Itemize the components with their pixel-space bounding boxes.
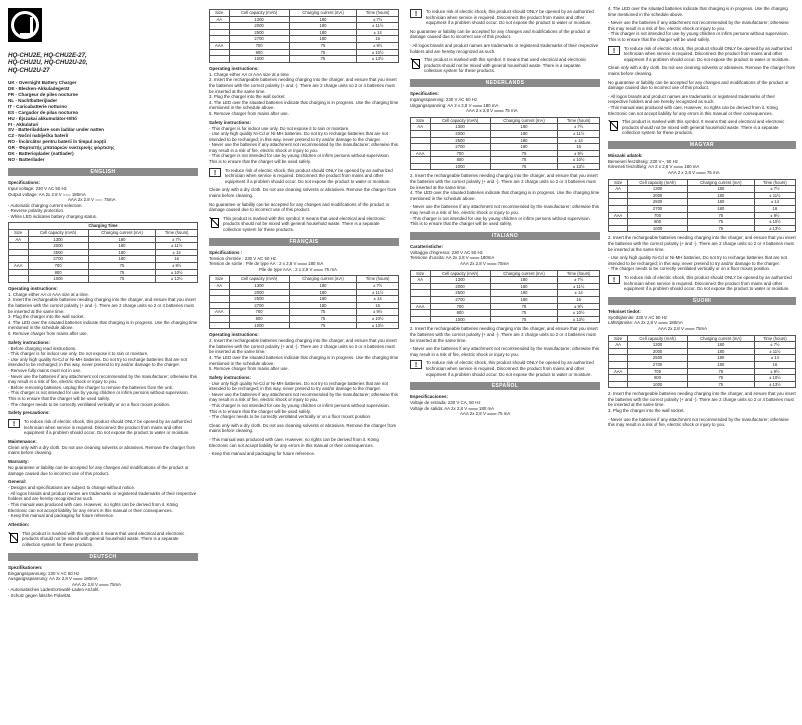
column-english (8, 6, 198, 599)
spec-line: Kimeneti feszültség: AA 2 x 2,8 V ═══ 180 mA (608, 164, 700, 170)
table-row: 800 75 ± 10½ (210, 315, 399, 322)
operating-heading: Operating instructions: (8, 285, 58, 291)
model-line: HQ-CHU2U-27 (8, 66, 50, 74)
table-row: 1000 75 ± 13½ (210, 322, 399, 329)
spec-line: Voltaggio d'ingresso: 230 V AC 50 Hz (410, 249, 483, 255)
precautions-text: To reduce risk of electric shock, this product should ONLY be opened by an authorized technician when service is required. Disconnect the product from mains and other equipment if a problem should occur. Do not expose the product to water or moisture. (624, 45, 792, 62)
attention-text: This product is marked with this symbol. It means that used electrical and electronic products should not be mixed with general household waste. There is a separate collection system for these products. (622, 119, 785, 136)
spec-bullet: - Reverse polarity protection. (8, 208, 65, 214)
model-list (8, 52, 198, 74)
warning-icon: ! (608, 46, 620, 55)
spec-line: AAA 2 x 2,8 V ═══ 75 mA (466, 108, 518, 114)
safety-item: - Never use the batteries if any attachment not recommended by the manufacturer; otherwise this may result in a risk of fire, electric shock or injury to you. (608, 416, 789, 428)
warning-icon: ! (209, 168, 221, 177)
table-row: AAA 700 75 ± 9½ (411, 150, 600, 157)
language-entry: FI - Akkulaturi (8, 121, 39, 127)
safety-item: - Never use the batteries if any attachment not recommended by the manufacturer; otherwise this may result in a risk of fire, electric shock or injury to you. (209, 391, 398, 403)
table-row: 800 75 ± 10½ (411, 310, 600, 317)
section-banner-magyar: MAGYAR (608, 141, 796, 149)
op-step: 2. Insert the rechargeable batteries needing charging into the charger, and ensure that you insert the batteries with the correct polarity (+ and -). There are 2 charge units so 2 or 4 batteries must be inserted at the same time. (209, 77, 397, 94)
spec-line: AAA 2x 2.8 V === 75mA (68, 197, 116, 203)
spec-line: Tension d'entrée : 230 V AC 50 Hz (209, 255, 277, 261)
language-entry: DE - Blecken-Akkuladegerät (8, 86, 70, 92)
spec-line: Output voltage: AA 2x 2.8 V === 180mA (8, 191, 86, 197)
table-row: 2500 180 ± 14 (9, 249, 198, 256)
column-hu-fi (608, 6, 796, 428)
table-row: 2500 180 ± 14 (210, 29, 399, 36)
model-line: HQ-CHU2E, HQ-CHU2E-27, (8, 52, 87, 59)
table-row: 2000 180 ± 11½ (609, 192, 796, 199)
safety-item: - This charger is not intended for use by young children or infirm persons without supervision. This is to ensure that the charger will be used safely. (209, 153, 390, 165)
general-item: - This manual was produced with care. However, no rights can be derived from it. König Electronic can not accept liability for any errors in this manual or their consequences. (209, 437, 379, 448)
spec-line: AAA 2 x 2,8 V ═══ 75 mA (668, 170, 720, 176)
language-entry: GR - Φορτιστής μπαταριών νυκτερινής φόρτισης (8, 145, 115, 151)
table-row: AA 1300 180 ± 7½ (609, 342, 796, 349)
general-item: - Designs and specifications are subject to change without notice. (8, 485, 136, 491)
section-banner-deutsch: DEUTSCH (8, 553, 198, 561)
precautions-text: To reduce risk of electric shock, this product should ONLY be opened by an authorized technician when service is required. Disconnect the product from mains and other equipment if a problem should occur. Do not expose the product to water or moisture. (426, 9, 594, 26)
warranty-text: No guarantee or liability can be accepted for any changes and modifications of the product or damage caused due to incorrect use of this product. (410, 28, 591, 40)
charging-time-table: Size Cell capacity (mAh) Charging current (mA) Time (hours) AA 1300 180 ± 7½ 2000 180 ± 11½ 2500 180 ± 14 2700 180 16 AAA 700 75 ± 9½ 800 75 ± 10½ 1000 75 ± 13½ (410, 117, 600, 171)
general-item: - Keep this manual and packaging for future reference. (8, 513, 115, 519)
maintenance-text: Clean only with a dry cloth. Do not use cleaning solvents or abrasives. Remove the charger from mains before cleaning. (608, 65, 796, 76)
spec-line: Input voltage: 230 V AC 50 Hz (8, 185, 67, 191)
safety-item: - Before removing batteries, unplug the charger to remove the batteries from the unit. (8, 384, 173, 390)
spec-line: Voltaje de salida: AA 2x 2,8 V ═══ 180 mA (410, 405, 495, 411)
safety-item: - Use only high quality Ni-Cd or Ni-MH batteries. Do not try to recharge batteries that are not intended to be recharged; in this way, never pretend to try and/or damage to the charger. (8, 356, 187, 368)
table-row: 1000 75 ± 13½ (609, 225, 796, 232)
safety-item: - The charger needs to be correctly ventilated vertically or on a floor mount position. (8, 401, 171, 407)
spec-bullet: - Schutz gegen falsche Polarität. (8, 592, 72, 598)
warranty-text: No guarantee or liability can be accepted for any changes and modifications of the product or damage caused due to incorrect use of this product. (209, 201, 390, 213)
safety-item: - The charger needs to be correctly ventilated vertically or on a floor mount position. (209, 414, 372, 420)
precautions-text: To reduce risk of electric shock, this product should ONLY be opened by an authorized technician when service is required. Disconnect the product from mains and other equipment if a problem should occur. Do not expose the product to water or moisture. (624, 274, 792, 292)
safety-heading: Safety instructions: (8, 339, 51, 345)
op-step: 4. The LED over the situated batteries indicate that charging is in progress. Use the charging time mentioned in the schedule above. (209, 99, 399, 111)
specs-heading: Caratteristiche: (410, 243, 444, 249)
table-row: 2500 180 ± 14 (609, 199, 796, 206)
safety-item: - Before charging read instructions. (8, 345, 77, 351)
op-step: 4. The LED over the situated batteries indicate that charging is in progress. Use the charging time mentioned in the schedule above. (410, 190, 600, 201)
table-row: 2000 180 ± 11½ (411, 283, 600, 290)
warranty-text: No guarantee or liability can be accepted for any changes and modifications of the product or damage caused due to incorrect use of this product. (8, 465, 189, 476)
maintenance-text: Clean only with a dry cloth. Do not use cleaning solvents or abrasives. Remove the charger from mains before cleaning. (209, 422, 397, 434)
table-row: 2000 180 ± 11½ (411, 130, 600, 137)
table-row: 2700 180 16 (411, 296, 600, 303)
spec-line: Voltaje de entrada: 230 V CA, 50 Hz (410, 400, 481, 406)
safety-item: - This charger is not intended for use by young children or infirm persons without supervision. This is to ensure that the charger will be used safely. (410, 215, 591, 227)
warning-icon: ! (410, 9, 422, 18)
op-step: 5. Remove charger from mains after use. (209, 110, 289, 116)
table-row: 2000 180 ± 11½ (9, 243, 198, 250)
safety-item: - Use only high quality Ni-Cd or Ni-MH batteries. Do not try to recharge batteries that are not intended to be recharged; in this way, never pretend to try and/or damage to the charger. (608, 255, 787, 266)
safety-item: - Never use the batteries if any attachment not recommended by the manufacturer; otherwise this may result in a risk of fire, electric shock or injury to you. (209, 142, 398, 153)
spec-line: Lähtöjännite: AA 2x 2,8 V ═══ 180mA (608, 320, 683, 326)
specs-heading: Tekniset tiedot: (608, 308, 641, 314)
language-entry: HU - Éjszakai akkumulátor-töltő (8, 115, 77, 121)
table-row: 2500 180 ± 14 (210, 296, 399, 303)
general-heading: General: (8, 479, 27, 485)
language-entry: IT - Caricabatterie notturno (8, 103, 67, 109)
op-step: 2. Insert the rechargeable batteries needing charging into the charger, and ensure that you insert the batteries with the correct polarity (+ and -). There are 2 charge units so 2 or 4 batteries must be inserted at the same time. (8, 297, 196, 314)
safety-item: - Use only high quality Ni-Cd or Ni-MH batteries. Do not try to recharge batteries that are not intended to be recharged; in this way, never pretend to try and/or damage to the charger. (209, 131, 388, 142)
op-step: 5. Remove charger from mains after use. (8, 330, 88, 336)
column-nl-it-es (410, 6, 600, 417)
general-item: - All logos brands and product names are trademarks or registered trademarks of their respective holders and are hereby recognized as such. (410, 42, 599, 54)
section-banner-nederlands: NEDERLANDS (410, 79, 600, 87)
table-row: 800 75 ± 10½ (411, 157, 600, 164)
section-banner-espanol: ESPAÑOL (410, 382, 600, 390)
language-index (8, 80, 198, 163)
charging-time-table: Size Cell capacity (mAh) Charging current (mA) Time (hours) AA 1300 180 ± 7½ 2000 180 ± 11½ 2500 180 ± 14 2700 180 16 AAA 700 75 ± 9½ 800 75 ± 10½ 1000 75 ± 13½ (209, 275, 399, 329)
operating-heading: Operating instructions: (209, 332, 259, 338)
specs-heading: Specifications: (8, 179, 41, 185)
operating-heading: Operating instructions: (209, 65, 259, 71)
table-row: AA 1300 180 ± 7½ (210, 16, 399, 23)
spec-line: Tension de sortie : Pile de type AA : 2 x 2,8 V ═══ 180 mA (209, 261, 324, 267)
table-row: 2700 180 16 (210, 36, 399, 43)
specs-heading: Especificaciones: (410, 394, 449, 400)
charging-time-table: Size Cell capacity (mAh) Charging current (mA) Time (hours) AA 1300 180 ± 7½ 2000 180 ± 11½ 2500 180 ± 14 2700 180 16 AAA 700 75 ± 9½ 800 75 ± 10½ 1000 75 ± 13½ (209, 9, 399, 63)
weee-bin-icon (209, 216, 219, 228)
op-step: 4. The LED over the situated batteries indicate that charging is in progress. Use the charging time mentioned in the schedule above. (8, 319, 198, 331)
table-row: AAA 700 75 ± 9½ (609, 212, 796, 219)
precautions-heading: Safety precautions: (8, 410, 50, 416)
maintenance-heading: Maintenance: (8, 438, 37, 444)
spec-line: AAA 2x 2,8 V ═══ 75mA (658, 325, 708, 331)
safety-item: - Never use the batteries if any attachment not recommended by the manufacturer; otherwise this may result in a risk of fire, electric shock or injury to you. (410, 204, 599, 216)
spec-line: Tensione d'uscita: AA 2x 2,8 V ═══ 180mA (410, 255, 495, 261)
op-step: 2. Insert the rechargeable batteries needing charging into the charger, and ensure that you insert the batteries with the correct polarity (+ and -). There are 2 charge units so 2 or 4 batteries must be inserted at the same time. (608, 391, 796, 408)
table-row: AA 1300 180 ± 7½ (9, 236, 198, 243)
table-row: 800 75 ± 10½ (609, 219, 796, 226)
spec-line: Syöttöjännite: 230 V AC 50 Hz (608, 314, 668, 320)
op-step: 4. The LED over the situated batteries indicate that charging is in progress. Use the charging time mentioned in the schedule above. (608, 6, 788, 17)
safety-heading: Safety instructions: (209, 119, 252, 125)
spec-line: Bemeneti feszültség: 230 V~, 50 Hz (608, 158, 678, 164)
warning-icon: ! (8, 419, 20, 428)
charging-time-table: Size Cell capacity (mAh) Charging current (mA) Time (hours) AA 1300 180 ± 7½ 2000 180 ± 11½ 2500 180 ± 14 2700 180 16 AAA 700 75 ± 9½ 800 75 ± 10½ 1000 75 ± 13½ (608, 335, 796, 389)
safety-item: - Never use the batteries if any attachment not recommended by the manufacturer; otherwise this may result in a risk of fire, electric shock or injury to you. (410, 346, 599, 357)
op-step: 1. Charge either AA or AAA size at a time. (8, 291, 90, 297)
table-row: 2500 180 ± 14 (411, 290, 600, 297)
spec-line: Eingangsspannung: 230 V AC 50 Hz (8, 570, 80, 576)
op-step: 3. Plug the charger into the wall socket. (608, 408, 685, 414)
safety-item: - This charger is not intended for use by young children or infirm persons without supervision. This is to ensure that the charger will be used safely. (608, 31, 789, 42)
table-row: AA 1300 180 ± 7½ (411, 124, 600, 131)
table-row: 2500 180 ± 14 (411, 137, 600, 144)
warning-icon: ! (608, 275, 620, 284)
language-entry: NL - Nachtbatterijlader (8, 97, 58, 103)
attention-heading: Attention: (8, 521, 30, 527)
table-header: Size (9, 230, 29, 237)
table-row: 2000 180 ± 11½ (609, 348, 796, 355)
general-item: - This manual was produced with care. However, no rights can be derived from it. König Electronic can not accept liability for any errors in this manual or their consequences. (8, 502, 178, 513)
precautions-text: To reduce risk of electric shock, this product should ONLY be opened by an authorized technician when service is required. Disconnect the product from mains and other equipment if a problem should occur. Do not expose the product to water or moisture. (24, 419, 192, 436)
weee-bin-icon (410, 57, 420, 69)
language-entry: SV - Batteriladdare som laddar under natten (8, 127, 104, 133)
language-entry: CZ - Noční nabíječka baterií (8, 133, 69, 139)
language-entry: FR - Chargeur de piles nocturne (8, 92, 78, 98)
spec-line: Pile de type AAA : 2 x 2,8 V ═══ 75 mA (259, 266, 337, 272)
op-step: 2. Insert the rechargeable batteries needing charging into the charger, and ensure that you insert the batteries with the correct polarity (+ and -). There are 2 charge units so 2 or 4 batteries must be inserted at the same time. (410, 326, 598, 343)
table-row: 1000 75 ± 13½ (411, 316, 600, 323)
safety-item: - The charger needs to be correctly ventilated vertically or on a floor mount position. (608, 266, 771, 272)
maintenance-text: Clean only with a dry cloth. Do not use cleaning solvents or abrasives. Remove the charger from mains before cleaning. (8, 444, 196, 456)
table-row: AA 1300 180 ± 7½ (210, 282, 399, 289)
spec-bullet: - Automatisches Ladestromwahl-Laden Anzahl. (8, 587, 100, 593)
attention-text: This product is marked with this symbol. It means that used electrical and electronic products should not be mixed with general household waste. There is a separate collection system for these products. (22, 530, 185, 547)
table-row: AA 1300 180 ± 7½ (411, 277, 600, 284)
warranty-text: No guarantee or liability can be accepted for any changes and modifications of the product or damage caused due to incorrect use of this product. (608, 79, 789, 91)
op-step: 2. Insert the rechargeable batteries needing charging into the charger, and ensure that you insert the batteries with the correct polarity (+ and -). There are 2 charge units so 2 or 4 batteries must be inserted at the same time. (608, 235, 796, 252)
table-row: 2700 180 16 (609, 361, 796, 368)
general-item: - This manual was produced with care. However, no rights can be derived from it. König Electronic can not accept liability for any errors in this manual or their consequences. (608, 104, 778, 116)
specs-heading: Spezifikationen: (8, 564, 43, 570)
general-item: - All logos brands and product names are trademarks or registered trademarks of their respective holders and are hereby recognized as such. (608, 93, 775, 105)
op-step: 4. The LED over the situated batteries indicate that charging is in progress. Use the charging time mentioned in the schedule above. (209, 354, 399, 366)
model-line: HQ-CHU2U, HQ-CHU2U-20, (8, 59, 88, 67)
warning-icon: ! (410, 360, 422, 369)
op-step: 5. Remove charger from mains after use. (209, 366, 289, 372)
table-row: 800 75 ± 10½ (210, 49, 399, 56)
table-row: 1000 75 ± 13½ (609, 381, 796, 388)
safety-item: - This charger is not intended for use by young children or infirm persons without supervision. This is to ensure that the charger will be used safely. (8, 390, 189, 401)
specs-heading: Specificaties: (410, 90, 440, 96)
table-title: Charging Time (9, 223, 198, 230)
table-row: 1000 75 ± 13½ (411, 163, 600, 170)
table-row: 800 75 ± 10½ (609, 375, 796, 382)
charging-time-table (8, 222, 198, 282)
charging-time-table: Size Cell capacity (mAh) Charging current (mA) Time (hours) AA 1300 180 ± 7½ 2000 180 ± 11½ 2500 180 ± 14 2700 180 16 AAA 700 75 ± 9½ 800 75 ± 10½ 1000 75 ± 13½ (410, 270, 600, 324)
precautions-text: To reduce risk of electric shock, this product should ONLY be opened by an authorized technician when service is required. Disconnect the product from mains and other equipment if a problem should occur. Do not expose the product to water or moisture. (426, 360, 594, 377)
table-row: 2000 180 ± 11½ (210, 289, 399, 296)
table-row: 2700 180 16 (210, 302, 399, 309)
weee-bin-icon (608, 119, 618, 131)
spec-line: Uitgangsspanning: AA 2 x 2,8 V ═══ 180 mA (410, 102, 499, 108)
table-row: 1000 75 ± 13½ (9, 276, 198, 283)
table-row: AA 1300 180 ± 7½ (609, 186, 796, 193)
language-entry: ES - Cargador de pilas nocturno (8, 109, 79, 115)
safety-item: - Never use the batteries if any attachment not recommended by the manufacturer; otherwise this may result in a risk of fire, electric shock or injury to you. (8, 373, 197, 385)
spec-line: Ausgangsspannung: AA 2x 2,8 V ═══ 180mA (8, 576, 98, 582)
general-item: - All logos brands and product names are trademarks or registered trademarks of their respective holders and are hereby recognized as such. (8, 490, 197, 502)
table-row: AAA 700 75 ± 9½ (411, 303, 600, 310)
language-entry: RO - Încărcător pentru baterii în timpul nopții (8, 139, 107, 145)
charging-time-table: Size Cell capacity (mAh) Charging current (mA) Time (hours) AA 1300 180 ± 7½ 2000 180 ± 11½ 2500 180 ± 14 2700 180 16 AAA 700 75 ± 9½ 800 75 ± 10½ 1000 75 ± 13½ (608, 179, 796, 233)
spec-bullet: - White LED indicates battery charging status. (8, 213, 98, 219)
precautions-text: To reduce risk of electric shock, this product should ONLY be opened by an authorized technician when service is required. Disconnect the product from mains and other equipment if a problem should occur. Do not expose the product to water or moisture. (225, 167, 393, 184)
table-row: 1000 75 ± 13½ (210, 56, 399, 63)
spec-line: Ingangsspanning: 230 V AC 50 Hz (410, 96, 478, 102)
attention-text: This product is marked with this symbol. It means that used electrical and electronic products should not be mixed with general household waste. There is a separate collection system for these products. (223, 215, 386, 232)
section-banner-italiano: ITALIANO (410, 232, 600, 240)
safety-item: - This charger is for indoor use only. Do not expose it to rain or moisture. (8, 351, 149, 357)
spec-line: AAA 2x 2,8 V ═══ 75mA (460, 261, 510, 266)
table-row: 2500 180 ± 14 (609, 355, 796, 362)
specs-heading: Műszaki adatok: (608, 152, 643, 158)
table-row: AAA 700 75 ± 9½ (210, 42, 399, 49)
weee-bin-icon (8, 531, 18, 543)
op-step: 3. Plug the charger into the wall socket. (209, 94, 286, 100)
op-step: 2. Insert the rechargeable batteries needing charging into the charger, and ensure that you insert the batteries with the correct polarity (+ and -). There are 2 charge units so 2 or 4 batteries must be inserted at the same time. (209, 338, 397, 355)
safety-item: - Never use the batteries if any attachment not recommended by the manufacturer; otherwise this may result in a risk of fire, electric shock or injury to you. (608, 20, 789, 31)
table-row: 800 75 ± 10½ (9, 269, 198, 276)
table-row: 2700 180 16 (411, 144, 600, 151)
op-step: 1. Charge either AA or AAA size at a time. (209, 71, 291, 77)
op-step: 3. Plug the charger into the wall socket. (8, 314, 85, 320)
safety-item: - This charger is for indoor use only. Do not expose it to rain or moisture. (209, 125, 350, 131)
table-header: Cell capacity (mAh) (28, 230, 88, 237)
language-entry: UK - Overnight Battery Charger (8, 80, 77, 86)
language-entry: DK - Batterioplader (nattlader) (8, 151, 74, 157)
column-deutsch-francais (209, 6, 399, 457)
safety-item: - Use only high quality Ni-Cd or Ni-MH batteries. Do not try to recharge batteries that are not intended to be recharged; in this way, never pretend to try and/or damage to the charger. (209, 380, 388, 392)
section-banner-english: ENGLISH (8, 168, 198, 176)
section-banner-suomi: SUOMI (608, 297, 796, 305)
table-row: AAA 700 75 ± 9½ (9, 263, 198, 270)
maintenance-text: Clean only with a dry cloth. Do not use cleaning solvents or abrasives. Remove the charger from mains before cleaning. (209, 187, 397, 199)
table-row: AAA 700 75 ± 9½ (609, 368, 796, 375)
safety-item: - Remove fully mains must not in use. (8, 367, 82, 373)
section-banner-francais: FRANÇAIS (209, 238, 399, 246)
table-row: 2700 180 16 (9, 256, 198, 263)
table-row: 2700 180 16 (609, 206, 796, 213)
general-item: - Keep this manual and packaging for future reference. (209, 451, 316, 457)
table-row: AAA 700 75 ± 9½ (210, 309, 399, 316)
safety-item: - This charger is not intended for use by young children or infirm persons without supervision. This is to ensure that the charger will be used safely. (209, 403, 390, 414)
spec-bullet: - Automatic charging current selection. (8, 202, 83, 208)
attention-text: This product is marked with this symbol. It means that used electrical and electronic products should not be mixed with general household waste. There is a separate collection system for these products. (424, 57, 587, 74)
warranty-heading: Warranty: (8, 459, 29, 465)
specs-heading: Spécifications : (209, 249, 243, 255)
spec-line: AAA 2x 2,8 V ═══ 75mA (72, 581, 122, 587)
table-row: 2000 180 ± 11½ (210, 23, 399, 30)
op-step: 2. Insert the rechargeable batteries needing charging into the charger, and ensure that you insert the batteries with the correct polarity (+ and -). There are 2 charge units so 2 or 4 batteries must be inserted at the same time. (410, 173, 598, 190)
table-header: Charging current (mA) (88, 230, 156, 237)
safety-heading: Safety instructions: (209, 374, 252, 380)
table-header: Time (hours) (156, 230, 198, 237)
spec-line: AAA 2x 2,8 V ═══ 75 mA (460, 411, 511, 417)
language-entry: NO - Batterilader (8, 157, 45, 162)
